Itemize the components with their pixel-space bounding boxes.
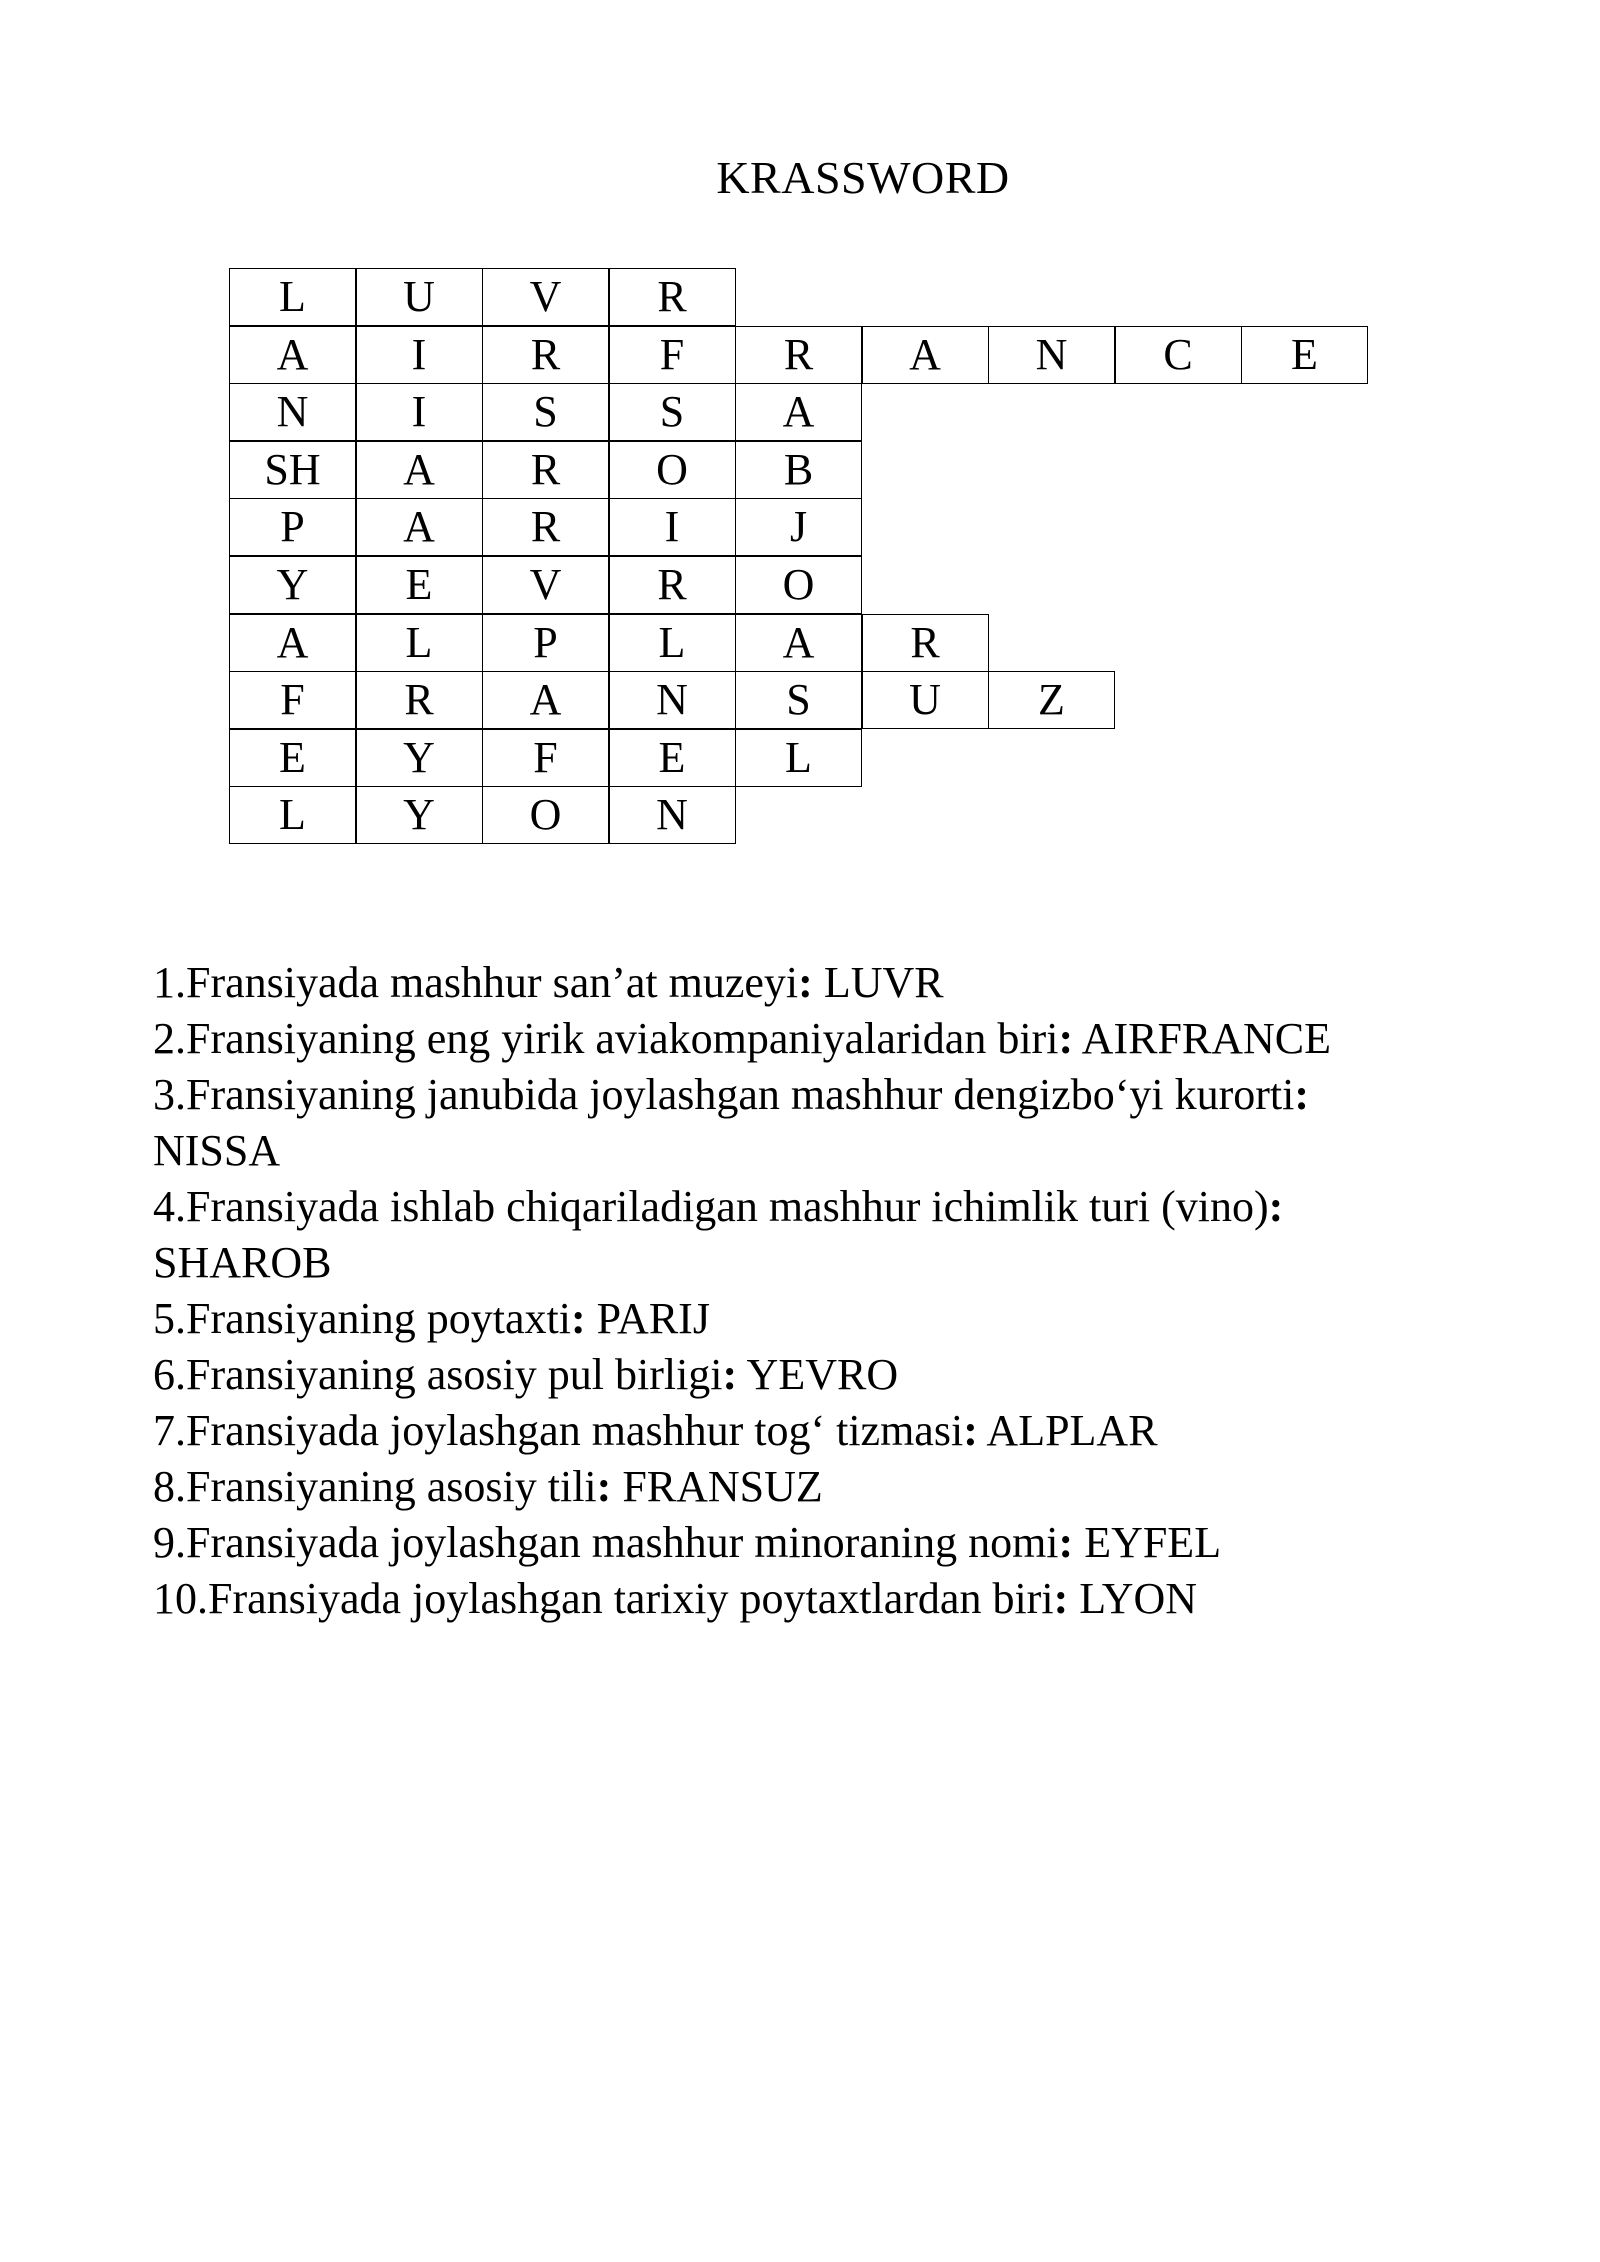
grid-cell: N <box>609 671 736 729</box>
clue-question: 7.Fransiyada joylashgan mashhur tog‘ tizmasi <box>153 1406 964 1455</box>
grid-cell: J <box>735 498 862 556</box>
grid-cell: Z <box>988 671 1115 729</box>
grid-cell: Y <box>229 556 356 614</box>
clue-item: 5.Fransiyaning poytaxti: PARIJ <box>153 1294 710 1343</box>
grid-cell: P <box>229 498 356 556</box>
grid-cell: A <box>482 671 609 729</box>
grid-cell: E <box>229 729 356 787</box>
grid-cell: R <box>609 556 736 614</box>
clue-question: 10.Fransiyada joylashgan tarixiy poytaxtlardan biri <box>153 1574 1054 1623</box>
grid-cell: L <box>609 614 736 672</box>
clue-question: 8.Fransiyaning asosiy tili <box>153 1462 597 1511</box>
clue-item: 3.Fransiyaning janubida joylashgan mashhur dengizbo‘yi kurorti: NISSA <box>153 1070 1309 1175</box>
grid-cell: R <box>735 326 862 384</box>
clue-question: 1.Fransiyada mashhur san’at muzeyi <box>153 958 799 1007</box>
clue-answer: PARIJ <box>585 1294 710 1343</box>
grid-cell: V <box>482 268 609 326</box>
grid-cell: R <box>482 441 609 499</box>
grid-cell: F <box>609 326 736 384</box>
grid-cell: B <box>735 441 862 499</box>
grid-cell: A <box>356 441 483 499</box>
clue-answer: EYFEL <box>1073 1518 1222 1567</box>
grid-cell: A <box>735 383 862 441</box>
clue-item: 7.Fransiyada joylashgan mashhur tog‘ tizmasi: ALPLAR <box>153 1406 1158 1455</box>
grid-cell: C <box>1115 326 1242 384</box>
grid-cell: A <box>862 326 989 384</box>
grid-cell: L <box>229 786 356 844</box>
clue-answer: LUVR <box>812 958 944 1007</box>
clue-question: 9.Fransiyada joylashgan mashhur minoraning nomi <box>153 1518 1059 1567</box>
crossword-grid <box>229 268 1369 844</box>
grid-cell: A <box>356 498 483 556</box>
grid-cell: L <box>356 614 483 672</box>
grid-cell: N <box>229 383 356 441</box>
grid-cell: U <box>356 268 483 326</box>
grid-cell: N <box>609 786 736 844</box>
grid-cell: R <box>482 498 609 556</box>
grid-cell: I <box>609 498 736 556</box>
grid-cell: I <box>356 383 483 441</box>
grid-cell: E <box>609 729 736 787</box>
clue-answer: SHAROB <box>153 1238 332 1287</box>
clue-item: 2.Fransiyaning eng yirik aviakompaniyalaridan biri: AIRFRANCE <box>153 1014 1332 1063</box>
grid-cell: S <box>482 383 609 441</box>
grid-cell: Y <box>356 729 483 787</box>
grid-cell: R <box>356 671 483 729</box>
clue-answer: AIRFRANCE <box>1073 1014 1332 1063</box>
clue-answer: FRANSUZ <box>611 1462 823 1511</box>
clue-question: 6.Fransiyaning asosiy pul birligi <box>153 1350 723 1399</box>
grid-cell: R <box>609 268 736 326</box>
clue-item: 10.Fransiyada joylashgan tarixiy poytaxtlardan biri: LYON <box>153 1574 1198 1623</box>
grid-cell: A <box>735 614 862 672</box>
clue-item: 6.Fransiyaning asosiy pul birligi: YEVRO <box>153 1350 899 1399</box>
page-title: KRASSWORD <box>716 152 1010 203</box>
grid-cell: N <box>988 326 1115 384</box>
grid-cell: A <box>229 326 356 384</box>
clue-item: 4.Fransiyada ishlab chiqariladigan mashhur ichimlik turi (vino): SHAROB <box>153 1182 1284 1287</box>
grid-cell: R <box>862 614 989 672</box>
clue-item: 9.Fransiyada joylashgan mashhur minoraning nomi: EYFEL <box>153 1518 1222 1567</box>
grid-cell: L <box>735 729 862 787</box>
grid-cell: O <box>482 786 609 844</box>
grid-cell: O <box>609 441 736 499</box>
clue-answer: YEVRO <box>737 1350 899 1399</box>
clue-answer: ALPLAR <box>977 1406 1158 1455</box>
grid-cell: R <box>482 326 609 384</box>
grid-cell: SH <box>229 441 356 499</box>
clue-item: 8.Fransiyaning asosiy tili: FRANSUZ <box>153 1462 823 1511</box>
grid-cell: F <box>229 671 356 729</box>
grid-cell: U <box>862 671 989 729</box>
clue-question: 5.Fransiyaning poytaxti <box>153 1294 571 1343</box>
grid-cell: F <box>482 729 609 787</box>
clue-question: 2.Fransiyaning eng yirik aviakompaniyalaridan biri <box>153 1014 1059 1063</box>
grid-cell: V <box>482 556 609 614</box>
grid-cell: E <box>356 556 483 614</box>
grid-cell: S <box>609 383 736 441</box>
grid-cell: L <box>229 268 356 326</box>
clue-question: 3.Fransiyaning janubida joylashgan mashhur dengizbo‘yi kurorti <box>153 1070 1295 1119</box>
clue-item: 1.Fransiyada mashhur san’at muzeyi: LUVR <box>153 958 944 1007</box>
clue-list <box>153 955 1483 1627</box>
grid-cell: A <box>229 614 356 672</box>
grid-cell: P <box>482 614 609 672</box>
grid-cell: O <box>735 556 862 614</box>
clue-question: 4.Fransiyada ishlab chiqariladigan mashhur ichimlik turi (vino) <box>153 1182 1269 1231</box>
clue-answer: LYON <box>1068 1574 1198 1623</box>
grid-cell: S <box>735 671 862 729</box>
grid-cell: Y <box>356 786 483 844</box>
clue-answer: NISSA <box>153 1126 281 1175</box>
grid-cell: E <box>1241 326 1368 384</box>
grid-cell: I <box>356 326 483 384</box>
